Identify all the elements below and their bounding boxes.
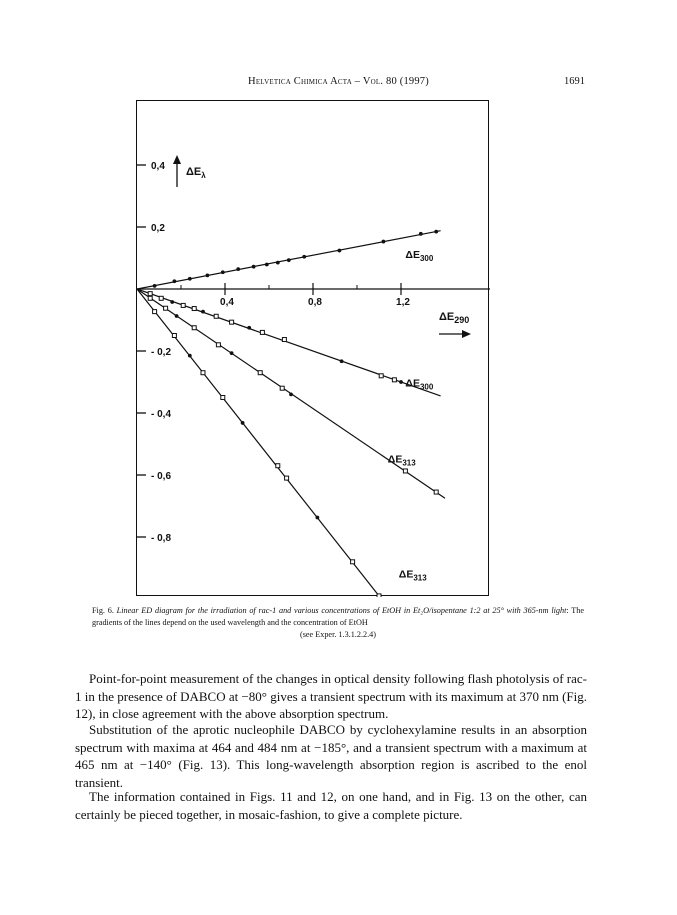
data-point <box>351 560 355 564</box>
data-point <box>153 284 157 288</box>
figure-6-frame <box>136 100 489 596</box>
data-point <box>280 386 284 390</box>
y-tick-label: - 0,4 <box>151 409 172 420</box>
data-point <box>172 334 176 338</box>
data-point <box>289 393 293 397</box>
data-point <box>247 326 251 330</box>
series-label-main: ΔE <box>387 453 403 466</box>
data-point <box>265 263 269 267</box>
series-label-sub: 300 <box>419 254 434 263</box>
data-point <box>434 490 438 494</box>
y-axis-title-main: ΔE <box>186 166 202 178</box>
data-point <box>173 279 177 283</box>
data-point <box>392 378 396 382</box>
data-point <box>302 255 306 259</box>
data-point <box>276 464 280 468</box>
series-label <box>405 378 433 392</box>
series-label-main: ΔE <box>405 249 420 261</box>
data-point <box>252 265 256 269</box>
data-point <box>379 374 383 378</box>
series-2 <box>137 289 441 396</box>
series-3 <box>137 289 445 498</box>
x-tick-label: 0,4 <box>220 297 234 308</box>
data-point <box>148 296 152 300</box>
data-point <box>287 258 291 262</box>
data-point <box>201 371 205 375</box>
data-point <box>241 421 245 425</box>
data-point <box>419 232 423 236</box>
data-point <box>188 277 192 281</box>
y-tick-label: 0,4 <box>151 161 165 172</box>
svg-text:ΔEλ <box>186 166 206 180</box>
series-label-main: ΔE <box>405 377 420 390</box>
data-point <box>216 343 220 347</box>
data-point <box>282 338 286 342</box>
series-label <box>388 454 416 468</box>
data-point <box>148 292 152 296</box>
body-paragraph-2: Substitution of the aprotic nucleophile DABCO by cyclohexylamine results in an absorption spectrum with maxima at 464 and 484 nm at −185°, and a transient spectrum with a maximum at 465 nm at −140° (Fig. 13). This long-wavelength absorption region is ascribed to the enol transient. <box>75 722 587 790</box>
y-tick-label: - 0,2 <box>151 347 172 358</box>
data-point <box>260 330 264 334</box>
series-1 <box>137 230 441 289</box>
data-point <box>316 516 320 520</box>
x-axis-title-main: ΔE <box>439 311 455 323</box>
y-tick-label: - 0,6 <box>151 471 172 482</box>
y-axis-title-sub: λ <box>201 171 206 180</box>
x-axis-arrow-head <box>462 330 471 338</box>
data-point <box>276 261 280 265</box>
data-point <box>206 273 210 277</box>
data-point <box>230 320 234 324</box>
series-4 <box>137 289 427 597</box>
data-point <box>192 326 196 330</box>
data-point <box>170 300 174 304</box>
data-point <box>181 303 185 307</box>
y-axis-arrow-head <box>173 155 181 164</box>
y-tick-label: 0,2 <box>151 223 165 234</box>
data-point <box>403 469 407 473</box>
svg-text:ΔE290 <box>439 311 469 325</box>
y-axis-title <box>173 155 206 187</box>
caption-label: Fig. 6. <box>92 606 114 615</box>
caption-ref: (see Exper. 1.3.1.2.2.4) <box>300 630 376 639</box>
data-point <box>340 359 344 363</box>
data-point <box>221 396 225 400</box>
body-paragraph-1: Point-for-point measurement of the changes in optical density following flash photolysis of rac-1 in the presence of DABCO at −80° gives a transient spectrum with its maximum at 370 nm (Fig. 12), in close agreement with the above absorption spectrum. <box>75 671 587 721</box>
data-point <box>188 354 192 358</box>
data-point <box>399 380 403 384</box>
data-point <box>221 270 225 274</box>
caption-title: Linear ED diagram for the irradiation of rac-1 and various concentrations of EtOH in Et₂O/isopentane 1:2 at 25° with 365-nm light <box>116 606 567 615</box>
series-label <box>399 568 427 582</box>
figure-caption <box>92 605 584 641</box>
data-point <box>434 230 438 234</box>
data-point <box>285 476 289 480</box>
data-point <box>153 310 157 314</box>
ed-diagram-chart <box>137 101 490 597</box>
data-point <box>236 267 240 271</box>
data-point <box>159 296 163 300</box>
data-point <box>377 594 381 597</box>
data-point <box>192 307 196 311</box>
y-tick-label: - 0,8 <box>151 533 172 544</box>
data-point <box>201 310 205 314</box>
series-label-main: ΔE <box>398 568 414 581</box>
running-header: Helvetica Chimica Acta – Vol. 80 (1997) <box>248 76 429 87</box>
x-axis-title-sub: 290 <box>454 315 470 325</box>
page-number: 1691 <box>564 76 585 87</box>
data-point <box>230 351 234 355</box>
body-paragraph-3: The information contained in Figs. 11 and 12, on one hand, and in Fig. 13 on the other, can certainly be pieced together, in mosaic-fashion, to give a complete picture. <box>75 789 587 822</box>
series-label <box>405 249 433 263</box>
data-point <box>175 314 179 318</box>
series-label-sub: 313 <box>402 458 416 468</box>
caption-text: : The gradients of the lines depend on the used wavelength and the concentration of EtOH <box>92 606 584 627</box>
series-label-sub: 313 <box>413 573 427 583</box>
data-point <box>258 371 262 375</box>
data-point <box>164 306 168 310</box>
x-tick-label: 1,2 <box>396 297 410 308</box>
data-point <box>338 249 342 253</box>
data-point <box>214 314 218 318</box>
x-tick-label: 0,8 <box>308 297 322 308</box>
series-label-sub: 300 <box>419 382 434 392</box>
data-point <box>382 240 386 244</box>
x-axis-title <box>439 311 471 338</box>
